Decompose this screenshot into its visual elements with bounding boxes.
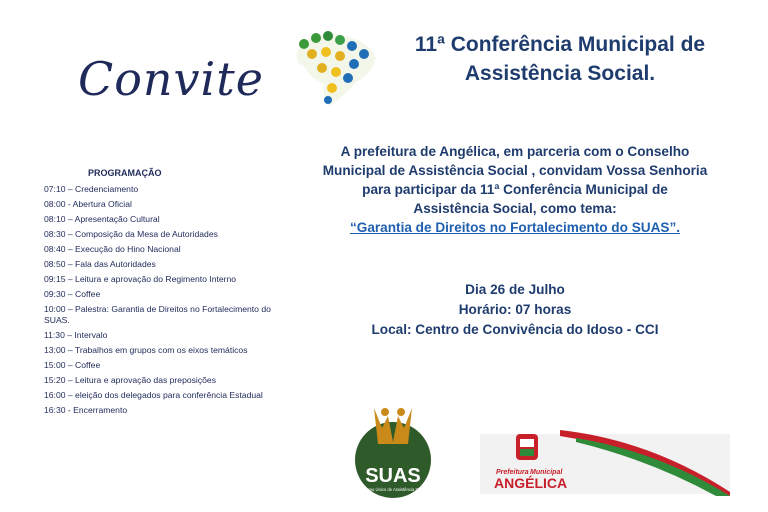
suas-logo-icon (352, 402, 434, 502)
conference-title (380, 30, 740, 88)
prog-item: 08:00 - Abertura Oficial (44, 199, 132, 209)
event-time: Horário: 07 horas (458, 302, 572, 317)
prog-item: 13:00 – Trabalhos em grupos com os eixos temáticos (44, 345, 248, 355)
municipal-label: Municipal (530, 469, 563, 476)
programacao-section (44, 168, 280, 420)
suas-logo-subtitle: Sistema Único de Assistência Social (359, 487, 427, 492)
prog-item: 08:40 – Execução do Hino Nacional (44, 244, 181, 254)
prog-item: 08:10 – Apresentação Cultural (44, 214, 160, 224)
invite-line: Municipal de Assistência Social , convidam Vossa Senhoria (322, 163, 708, 178)
angelica-label: ANGÉLICA (494, 475, 568, 491)
prog-item: 07:10 – Credenciamento (44, 184, 139, 194)
invite-line: para participar da 11ª Conferência Municipal de (362, 182, 668, 197)
conference-title-line2: Assistência Social. (464, 62, 656, 85)
programacao-heading: PROGRAMAÇÃO (88, 168, 162, 178)
prog-item: 09:30 – Coffee (44, 289, 101, 299)
suas-logo-text: SUAS (365, 465, 421, 487)
prog-item: 15:00 – Coffee (44, 360, 101, 370)
prog-item: 15:20 – Leitura e aprovação das preposições (44, 375, 216, 385)
prog-item: 11:30 – Intervalo (44, 330, 108, 340)
event-info (300, 280, 730, 340)
prefeitura-angelica-logo-icon (480, 430, 730, 496)
invite-line: A prefeitura de Angélica, em parceria com o Conselho (340, 144, 690, 159)
convite-heading: Convite (78, 52, 264, 106)
prog-item: 09:15 – Leitura e aprovação do Regimento Interno (44, 274, 237, 284)
prog-item: 16:30 - Encerramento (44, 405, 128, 415)
prog-item: 10:00 – Palestra: Garantia de Direitos no Fortalecimento do SUAS. (44, 304, 271, 325)
prog-item: 08:50 – Fala das Autoridades (44, 259, 156, 269)
coat-of-arms-icon (516, 434, 538, 460)
conference-title-line1: 11ª Conferência Municipal de (414, 33, 706, 56)
invitation-text (300, 142, 730, 237)
event-date: Dia 26 de Julho (465, 282, 565, 297)
prog-item: 16:00 – eleição dos delegados para conferência Estadual (44, 390, 263, 400)
brasil-map-logo-icon (282, 26, 382, 108)
prefeitura-label: Prefeitura (496, 469, 529, 476)
invite-line: Assistência Social, como tema: (413, 201, 617, 216)
prog-item: 08:30 – Composição da Mesa de Autoridades (44, 229, 218, 239)
invite-theme-link[interactable]: “Garantia de Direitos no Fortalecimento do SUAS”. (349, 220, 681, 235)
event-location: Local: Centro de Convivência do Idoso - CCI (371, 322, 659, 337)
